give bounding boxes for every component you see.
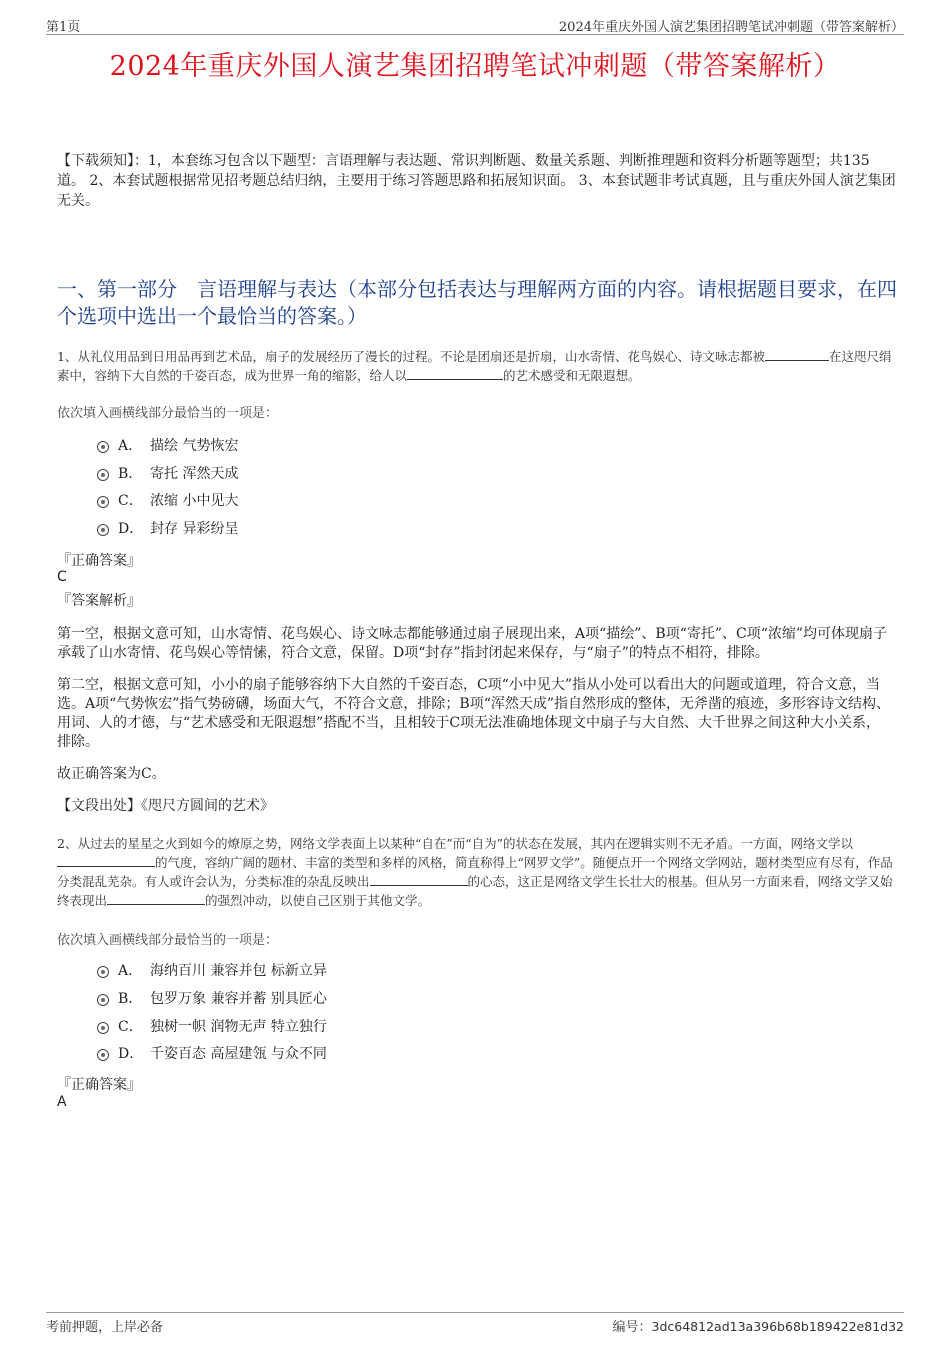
radio-icon[interactable]	[97, 966, 109, 978]
question-2-text: 2、从过去的星星之火到如今的燎原之势，网络文学表面上以某种“自在”而“自为”的状态在发展，其内在逻辑实则不无矛盾。一方面，网络文学以的气度，容纳广阔的题材、丰富的类型和多样的风格，简直称得上“网罗文学”。随便点开一个网络文学网站，题材类型应有尽有，作品分类混乱芜杂。有人或许会认为，分类标准的杂乱反映出 的心态，这正是网络文学生长壮大的根基。但从另一方面来看，网络文学又始终表现出 的强烈冲动，以使自己区别于其他文学。	[57, 836, 893, 908]
question-1-option-d[interactable]: D． 封存 异彩纷呈	[97, 519, 238, 539]
question-2-option-b[interactable]: B． 包罗万象 兼容并蓄 别具匠心	[97, 989, 327, 1009]
question-2-prompt: 依次填入画横线部分最恰当的一项是：	[57, 933, 279, 948]
question-2-option-a[interactable]: A． 海纳百川 兼容并包 标新立异	[97, 961, 327, 981]
radio-icon[interactable]	[97, 441, 109, 453]
question-1-answer-label: 『正确答案』	[57, 553, 141, 569]
radio-icon[interactable]	[97, 1022, 109, 1034]
question-2-answer: A	[57, 1094, 67, 1110]
blank-line	[370, 872, 468, 886]
radio-icon[interactable]	[97, 496, 109, 508]
question-1-option-c[interactable]: C． 浓缩 小中见大	[97, 491, 238, 511]
page-header	[46, 14, 904, 35]
radio-icon[interactable]	[97, 524, 109, 536]
question-2-option-d[interactable]: D． 千姿百态 高屋建瓴 与众不同	[97, 1044, 327, 1064]
question-1-option-b[interactable]: B． 寄托 浑然天成	[97, 464, 238, 484]
page-title: 2024年重庆外国人演艺集团招聘笔试冲刺题（带答案解析）	[109, 51, 841, 82]
blank-line	[107, 891, 205, 905]
question-1-analysis-paragraph-1: 第一空，根据文意可知，山水寄情、花鸟娱心、诗文咏志都能够通过扇子展现出来，A项“描绘”、B项“寄托”、C项“浓缩”均可体现扇子承载了山水寄情、花鸟娱心等情愫，符合文意，保留。D项“封存”指封闭起来保存，与“扇子”的特点不相符，排除。	[57, 626, 888, 661]
footer-code: 编号：3dc64812ad13a396b68b189422e81d32	[612, 1319, 904, 1335]
question-1-answer: C	[57, 569, 67, 585]
radio-icon[interactable]	[97, 469, 109, 481]
question-1-prompt: 依次填入画横线部分最恰当的一项是：	[57, 406, 279, 421]
radio-icon[interactable]	[97, 1049, 109, 1061]
question-1-conclusion: 故正确答案为C。	[57, 766, 166, 782]
radio-icon[interactable]	[97, 994, 109, 1006]
question-1-analysis-paragraph-2: 第二空，根据文意可知，小小的扇子能够容纳下大自然的千姿百态，C项“小中见大”指从小处可以看出大的问题或道理，符合文意，当选。A项“气势恢宏”指气势磅礴，场面大气，不符合文意，排除；B项“浑然天成”指自然形成的整体，无斧凿的痕迹，多形容诗文结构、用词、人的才德，与“艺术感受和无限遐想”搭配不当，且相较于C项无法准确地体现文中扇子与大自然、大千世界之间这种大小关系，排除。	[57, 677, 891, 750]
page-number: 第1页	[46, 20, 81, 35]
section-heading: 一、第一部分 言语理解与表达（本部分包括表达与理解两方面的内容。请根据题目要求，在四个选项中选出一个最恰当的答案。）	[57, 277, 897, 328]
download-notice: 【下载须知】：1，本套练习包含以下题型：言语理解与表达题、常识判断题、数量关系题、判断推理题和资料分析题等题型；共135道。 2、本套试题根据常见招考题总结归纳，主要用于练习答题思路和拓展知识面。 3、本套试题非考试真题，且与重庆外国人演艺集团无关。	[57, 153, 896, 209]
page-footer	[46, 1312, 904, 1333]
blank-line	[57, 853, 155, 867]
blank-line	[765, 347, 829, 361]
question-1-analysis-label: 『答案解析』	[57, 593, 141, 609]
question-2-answer-label: 『正确答案』	[57, 1077, 141, 1093]
footer-slogan: 考前押题，上岸必备	[46, 1320, 164, 1335]
question-2-option-c[interactable]: C． 独树一帜 润物无声 特立独行	[97, 1017, 327, 1037]
blank-line	[407, 366, 503, 380]
question-1-text: 1、从礼仪用品到日用品再到艺术品，扇子的发展经历了漫长的过程。不论是团扇还是折扇，山水寄情、花鸟娱心、诗文咏志都被 在这咫尺绢素中，容纳下大自然的千姿百态，成为世界一角的缩影，给人以 的艺术感受和无限遐想。	[57, 349, 892, 383]
question-1-source: 【文段出处】《咫尺方圆间的艺术》	[57, 798, 274, 814]
question-1-option-a[interactable]: A． 描绘 气势恢宏	[97, 436, 238, 456]
header-doc-title: 2024年重庆外国人演艺集团招聘笔试冲刺题（带答案解析）	[558, 20, 904, 35]
